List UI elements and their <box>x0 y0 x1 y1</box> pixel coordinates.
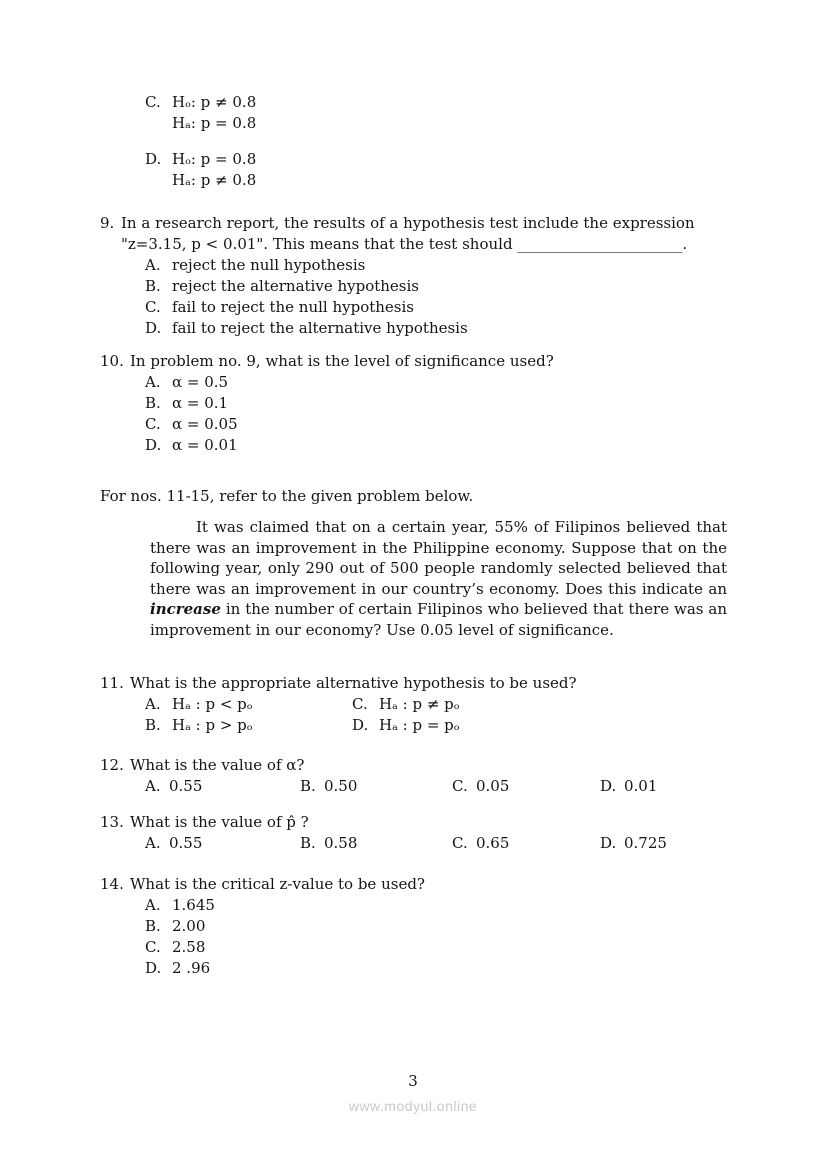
watermark-text: www.modyul.online <box>348 1098 478 1114</box>
question-number: 14. <box>100 874 124 893</box>
page-content <box>100 92 728 991</box>
option-text: α = 0.1 <box>172 394 229 412</box>
q10-option-a <box>145 372 728 393</box>
q9-option-d <box>145 318 728 339</box>
q11-option-c <box>352 694 460 715</box>
question-12 <box>100 755 728 797</box>
option-text: reject the null hypothesis <box>172 256 366 274</box>
option-label: A. <box>145 833 161 852</box>
option-label: B. <box>145 277 161 295</box>
question-14 <box>100 874 728 979</box>
q14-option-b <box>145 916 728 937</box>
stem-line-2: "z=3.15, p < 0.01". This means that the test should ______________________. <box>121 235 688 253</box>
option-text: Hₐ : p ≠ pₒ <box>379 694 460 713</box>
q12-option-d <box>600 776 728 797</box>
hypothesis-alt: Hₐ: p ≠ 0.8 <box>172 171 257 189</box>
q9-option-b <box>145 276 728 297</box>
hypothesis-null: Hₒ: p = 0.8 <box>172 150 257 168</box>
option-label: A. <box>145 256 161 274</box>
option-text: 2 .96 <box>172 958 211 977</box>
option-text: 1.645 <box>172 895 215 914</box>
q11-option-a <box>145 694 352 715</box>
question-stem <box>121 213 728 255</box>
option-label: B. <box>300 833 316 852</box>
question-9 <box>100 213 728 339</box>
q12-options <box>145 776 728 797</box>
hypothesis-alt: Hₐ: p = 0.8 <box>172 114 257 132</box>
q13-options <box>145 833 728 854</box>
q13-option-d <box>600 833 728 854</box>
page-number: 3 <box>408 1072 418 1090</box>
option-label: B. <box>300 776 316 795</box>
question-10 <box>100 351 728 456</box>
option-text: Hₐ : p = pₒ <box>379 715 460 734</box>
option-text: 0.725 <box>624 833 667 852</box>
q11-option-d <box>352 715 460 736</box>
problem-text-part1: It was claimed that on a certain year, 55% of Filipinos believed that there was an improvement in the Philippine economy. Suppose that on the following year, only 290 out of 500 people randomly selected believed that there was an improvement in our country’s economy. Does this indicate an <box>150 518 727 598</box>
option-label: B. <box>145 715 161 734</box>
option-text: reject the alternative hypothesis <box>172 277 419 295</box>
question-stem: What is the value of p̂ ? <box>130 812 309 831</box>
option-label: A. <box>145 895 161 914</box>
q12-option-c <box>452 776 600 797</box>
option-label: D. <box>145 150 162 168</box>
option-text: α = 0.05 <box>172 415 238 433</box>
option-text: 0.65 <box>476 833 510 852</box>
q8-option-c <box>145 92 728 134</box>
question-number: 12. <box>100 755 124 774</box>
question-13 <box>100 812 728 854</box>
option-text: 0.50 <box>324 776 358 795</box>
instruction-line: For nos. 11-15, refer to the given problem below. <box>100 487 474 505</box>
question-number: 13. <box>100 812 124 831</box>
option-label: D. <box>145 958 162 977</box>
q14-option-d <box>145 958 728 979</box>
option-text: 2.00 <box>172 916 206 935</box>
option-text: 0.05 <box>476 776 510 795</box>
option-text: 0.55 <box>169 833 203 852</box>
option-text: 0.55 <box>169 776 203 795</box>
q10-option-d <box>145 435 728 456</box>
question-11 <box>100 673 728 736</box>
question-number: 9. <box>100 214 115 232</box>
option-text: Hₐ : p > pₒ <box>172 715 253 734</box>
question-stem: In problem no. 9, what is the level of significance used? <box>130 352 554 370</box>
option-label: D. <box>600 833 617 852</box>
problem-emphasis: increase <box>150 600 221 619</box>
option-label: B. <box>145 394 161 412</box>
q13-option-a <box>145 833 300 854</box>
option-label: A. <box>145 694 161 713</box>
question-stem: What is the critical z-value to be used? <box>130 874 425 893</box>
option-label: C. <box>145 937 161 956</box>
option-label: C. <box>145 93 161 111</box>
question-stem: What is the appropriate alternative hypothesis to be used? <box>130 673 577 692</box>
hypothesis-null: Hₒ: p ≠ 0.8 <box>172 93 257 111</box>
q13-option-c <box>452 833 600 854</box>
option-label: C. <box>145 298 161 316</box>
question-number: 11. <box>100 673 124 692</box>
q9-options <box>145 255 728 339</box>
option-label: B. <box>145 916 161 935</box>
q9-option-c <box>145 297 728 318</box>
option-label: C. <box>352 694 368 713</box>
q11-options <box>145 694 728 736</box>
option-text: fail to reject the alternative hypothesis <box>172 319 468 337</box>
q14-options <box>145 895 728 979</box>
problem-text-part2: in the number of certain Filipinos who believed that there was an improvement in our economy? Use 0.05 level of significance. <box>150 600 727 639</box>
q12-option-b <box>300 776 452 797</box>
question-stem: What is the value of α? <box>130 755 305 774</box>
option-label: A. <box>145 776 161 795</box>
option-text: 2.58 <box>172 937 206 956</box>
q11-option-b <box>145 715 352 736</box>
q10-option-c <box>145 414 728 435</box>
stem-line-1: In a research report, the results of a hypothesis test include the expression <box>121 214 695 232</box>
option-label: C. <box>452 833 468 852</box>
option-label: D. <box>600 776 617 795</box>
q14-option-c <box>145 937 728 958</box>
option-text: 0.58 <box>324 833 358 852</box>
option-label: C. <box>145 415 161 433</box>
option-label: C. <box>452 776 468 795</box>
option-label: D. <box>352 715 369 734</box>
q12-option-a <box>145 776 300 797</box>
q10-option-b <box>145 393 728 414</box>
question-number: 10. <box>100 352 124 370</box>
q10-options <box>145 372 728 456</box>
q13-option-b <box>300 833 452 854</box>
option-text: fail to reject the null hypothesis <box>172 298 414 316</box>
q8-option-d <box>145 149 728 191</box>
q14-option-a <box>145 895 728 916</box>
q9-option-a <box>145 255 728 276</box>
problem-paragraph <box>150 517 727 641</box>
option-text: α = 0.01 <box>172 436 238 454</box>
option-text: α = 0.5 <box>172 373 229 391</box>
option-text: 0.01 <box>624 776 658 795</box>
option-label: D. <box>145 436 162 454</box>
option-text: Hₐ : p < pₒ <box>172 694 253 713</box>
option-label: A. <box>145 373 161 391</box>
option-label: D. <box>145 319 162 337</box>
